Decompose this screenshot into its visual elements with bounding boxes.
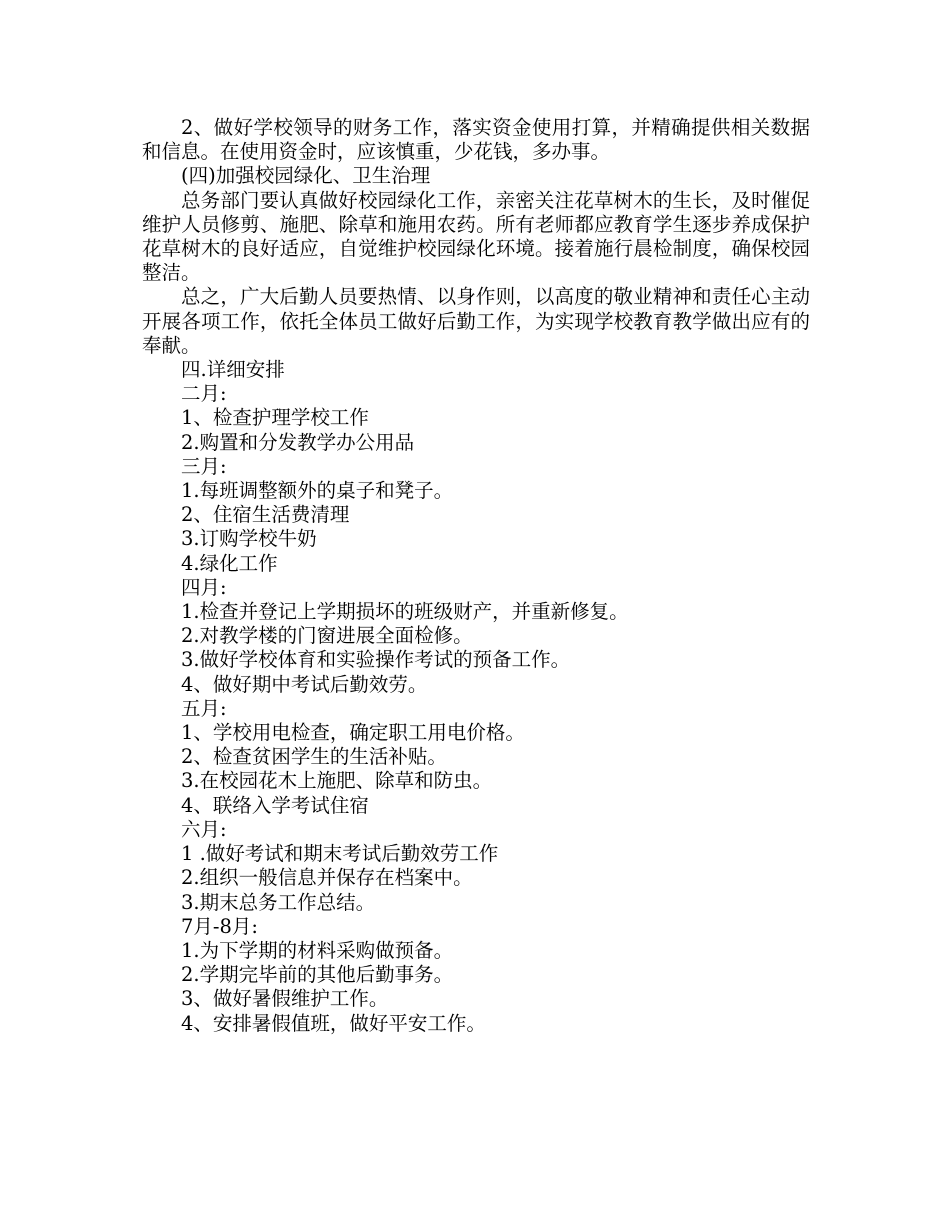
list-item: 2.学期完毕前的其他后勤事务。 xyxy=(181,963,454,987)
list-item: 4、做好期中考试后勤效劳。 xyxy=(181,672,428,696)
month-heading: 六月: xyxy=(181,817,227,841)
list-item: 2.购置和分发教学办公用品 xyxy=(181,430,415,454)
list-item: 2.对教学楼的门窗进展全面检修。 xyxy=(181,624,473,648)
schedule-list xyxy=(142,358,810,1036)
schedule-heading: 四.详细安排 xyxy=(181,358,285,382)
list-item: 2、检查贫困学生的生活补贴。 xyxy=(181,745,447,769)
list-item: 3.在校园花木上施肥、除草和防虫。 xyxy=(181,769,493,793)
list-item: 1.为下学期的材料采购做预备。 xyxy=(181,938,454,962)
list-item: 3.期末总务工作总结。 xyxy=(181,890,376,914)
list-item: 4、安排暑假值班，做好平安工作。 xyxy=(181,1011,486,1035)
list-item: 1.每班调整额外的桌子和凳子。 xyxy=(181,479,454,503)
list-item: 3.做好学校体育和实验操作考试的预备工作。 xyxy=(181,648,571,672)
list-item: 1、学校用电检查，确定职工用电价格。 xyxy=(181,721,525,745)
list-item: 2、住宿生活费清理 xyxy=(181,503,350,527)
document-page xyxy=(142,116,810,1036)
list-item: 3、做好暑假维护工作。 xyxy=(181,987,389,1011)
list-item: 3.订购学校牛奶 xyxy=(181,527,317,551)
month-heading: 7月-8月: xyxy=(181,914,258,938)
paragraph-finance: 2、做好学校领导的财务工作，落实资金使用打算，并精确提供相关数据和信息。在使用资金时，应该慎重，少花钱，多办事。 xyxy=(142,116,810,164)
list-item: 4、联络入学考试住宿 xyxy=(181,793,369,817)
month-heading: 三月: xyxy=(181,454,227,478)
list-item: 1、检查护理学校工作 xyxy=(181,406,369,430)
list-item: 1 .做好考试和期末考试后勤效劳工作 xyxy=(181,842,499,866)
list-item: 1.检查并登记上学期损坏的班级财产，并重新修复。 xyxy=(181,600,629,624)
month-heading: 五月: xyxy=(181,696,227,720)
section-heading-greening: (四)加强校园绿化、卫生治理 xyxy=(181,164,431,188)
list-item: 4.绿化工作 xyxy=(181,551,278,575)
list-item: 2.组织一般信息并保存在档案中。 xyxy=(181,866,473,890)
month-heading: 二月: xyxy=(181,382,227,406)
paragraph-summary: 总之，广大后勤人员要热情、以身作则，以高度的敬业精神和责任心主动开展各项工作，依托全体员工做好后勤工作，为实现学校教育教学做出应有的奉献。 xyxy=(142,285,810,357)
paragraph-greening: 总务部门要认真做好校园绿化工作，亲密关注花草树木的生长，及时催促维护人员修剪、施肥、除草和施用农药。所有老师都应教育学生逐步养成保护花草树木的良好适应，自觉维护校园绿化环境。接着施行晨检制度，确保校园整洁。 xyxy=(142,188,810,285)
month-heading: 四月: xyxy=(181,575,227,599)
